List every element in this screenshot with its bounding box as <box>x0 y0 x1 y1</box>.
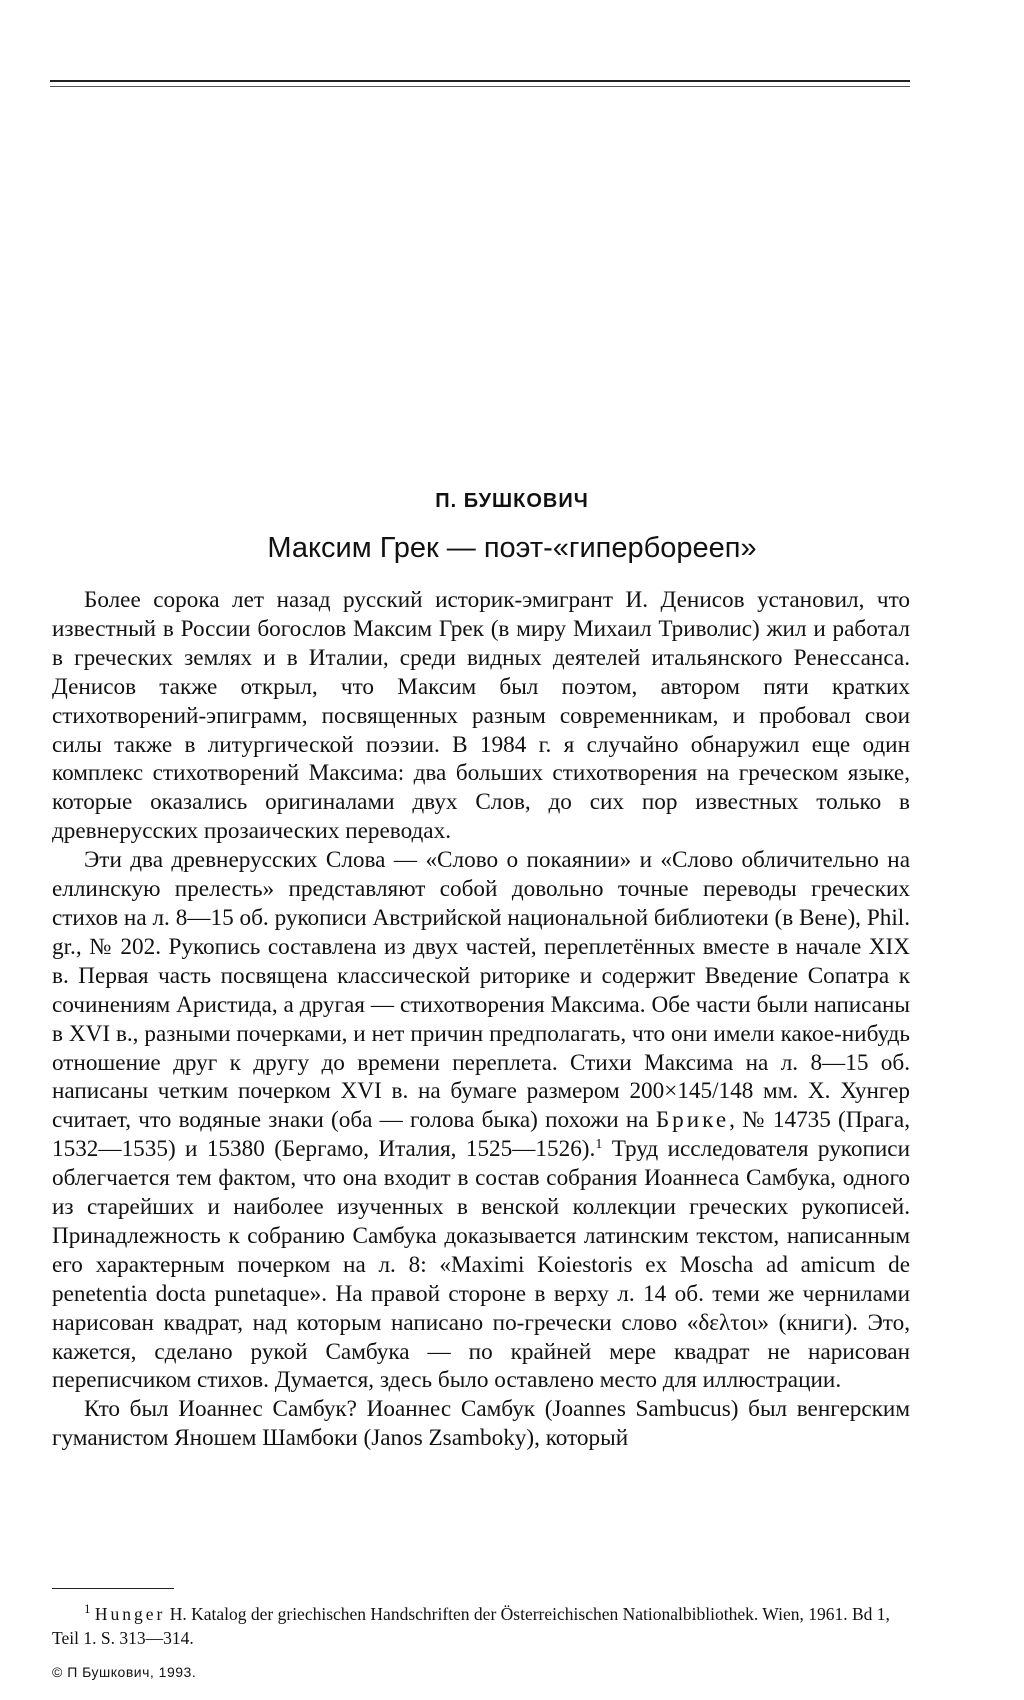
footnote-ref[interactable]: 1 <box>595 1137 603 1153</box>
top-rule-thin <box>50 86 910 87</box>
paragraph-2-part-b: , № 14735 (Прага, 1532—1535) и 15380 (Бергамо, Италия, 1525—1526). <box>52 1107 911 1163</box>
footnote-rule <box>52 1588 174 1589</box>
footnote-number: 1 <box>84 1601 91 1616</box>
paragraph-3: Кто был Иоаннес Самбук? Иоаннес Самбук (Joannes Sambucus) был венгерским гуманистом Яношем Шамбоки (Janos Zsamboky), который <box>52 1396 910 1452</box>
paragraph-2 <box>52 846 910 1395</box>
paragraph-1: Более сорока лет назад русский историк-эмигрант И. Денисов установил, что известный в России богослов Максим Грек (в миру Михаил Триволис) жил и работал в греческих землях и в Италии, среди видных деятелей итальянского Ренессанса. Денисов также открыл, что Максим был поэтом, автором пяти кратких стихотворений-эпиграмм, посвященных разным современникам, и пробовал свои силы также в литургической поэзии. В 1984 г. я случайно обнаружил еще один комплекс стихотворений Максима: два больших стихотворения на греческом языке, которые оказались оригиналами двух Слов, до сих пор известных только в древнерусских прозаических переводах. <box>52 587 910 845</box>
footnote-text: H. Katalog der griechischen Handschriften der Österreichischen Nationalbibliothek. Wien, 1961. Bd 1, Teil 1. S. 313—314. <box>52 1604 890 1648</box>
author-name: П. БУШКОВИЧ <box>435 490 589 512</box>
top-rule <box>50 80 910 82</box>
paragraph-2-part-a: Эти два древнерусских Слова — «Слово о покаянии» и «Слово обличительно на еллинскую прелесть» представляют собой довольно точные переводы греческих стихов на л. 8—15 об. рукописи Австрийской национальной библиотеки (в Вене), Phil. gr., № 202. Рукопись составлена из двух частей, переплетённых вместе в начале XIX в. Первая часть посвящена классической риторике и содержит Введение Сопатра к сочинениям Аристида, а другая — стихотворения Максима. Обе части были написаны в XVI в., разными почерками, и нет причин предполагать, что они имели какое-нибудь отношение друг к другу до времени переплета. Стихи Максима на л. 8—15 об. написаны четким почерком XVI в. на бумаге размером 200×145/148 мм. X. Хунгер считает, что водяные знаки (оба — голова быка) похожи на <box>52 847 910 1134</box>
briquet-reference: Брике <box>655 1107 730 1134</box>
article-body <box>52 586 910 1453</box>
article-title: Максим Грек — поэт-«гиперборееп» <box>267 532 757 564</box>
paragraph-2-part-c: Труд исследователя рукописи облегчается тем фактом, что она входит в состав собрания Иоаннеса Самбука, одного из старейших и наиболее изученных в венской коллекции греческих рукописей. Принадлежность к собранию Самбука доказывается латинским текстом, написанным его характерным почерком на л. 8: «Maximi Koiestoris ex Moscha ad amicum de penetentia docta punetaque». На правой стороне в верху л. 14 об. теми же чернилами нарисован квадрат, над которым написано по-гречески слово «δελτοι» (книги). Это, кажется, сделано рукой Самбука — по крайней мере квадрат не нарисован переписчиком стихов. Думается, здесь было оставлено место для иллюстрации. <box>52 1136 911 1394</box>
copyright-notice: © П Бушкович, 1993. <box>52 1664 197 1680</box>
footnote-author: Hunger <box>94 1604 166 1624</box>
footnote <box>52 1602 910 1650</box>
